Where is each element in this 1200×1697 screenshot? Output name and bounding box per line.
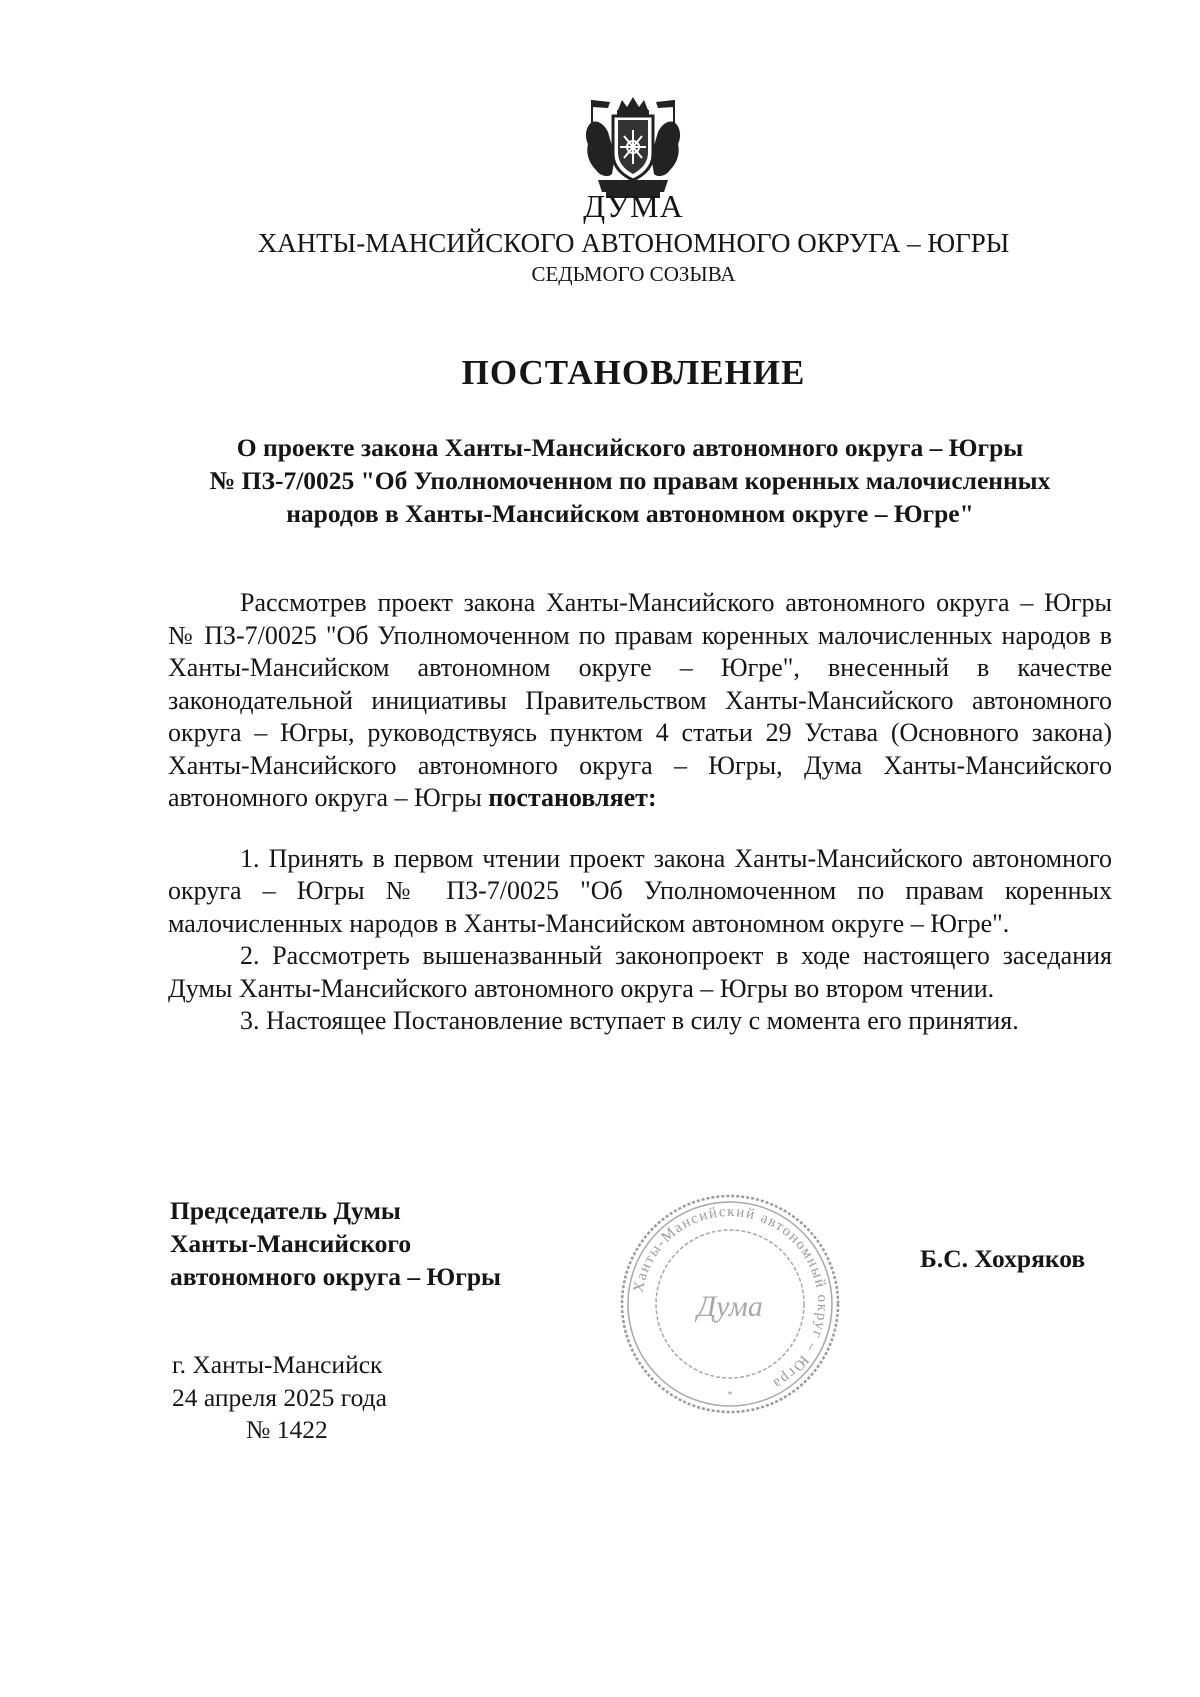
- document-place-date: [172, 1349, 387, 1447]
- preamble-resolves: постановляет:: [488, 783, 657, 812]
- document-type-heading: ПОСТАНОВЛЕНИЕ: [461, 353, 806, 392]
- coat-of-arms-emblem-icon: [578, 92, 688, 202]
- official-stamp: [618, 1192, 842, 1416]
- org-region: ХАНТЫ-МАНСИЙСКОГО АВТОНОМНОГО ОКРУГА – ЮГРЫ: [257, 228, 1010, 258]
- preamble-paragraph: [168, 587, 1112, 815]
- subject-line: О проекте закона Ханты-Мансийского автономного округа – Югры: [236, 433, 1024, 462]
- resolution-item: 2. Рассмотреть вышеназванный законопроект в ходе настоящего заседания Думы Ханты-Мансийского автономного округа – Югры во втором чтении.: [168, 941, 1112, 1003]
- convocation: СЕДЬМОГО СОЗЫВА: [531, 262, 736, 286]
- signatory-position-line: Ханты-Мансийского: [170, 1229, 412, 1258]
- document-date: 24 апреля 2025 года: [172, 1382, 387, 1412]
- subject-line: № ПЗ-7/0025 "Об Уполномоченном по правам коренных малочисленных: [209, 466, 1051, 495]
- document-number: № 1422: [246, 1415, 328, 1444]
- svg-text:Ханты-Мансийский автономный ок: Ханты-Мансийский автономный округ – Югра: [630, 1203, 831, 1393]
- document-city: г. Ханты-Мансийск: [172, 1350, 383, 1379]
- org-title: ДУМА: [583, 188, 684, 224]
- resolution-item: 1. Принять в первом чтении проект закона Ханты-Мансийского автономного округа – Югры № ПЗ-7/0025 "Об Уполномоченном по правам коренных малочисленных народов в Ханты-Мансийском автономном округе – Югре".: [168, 843, 1112, 938]
- svg-text:Дума: Дума: [697, 1290, 763, 1323]
- document-body: [168, 587, 1112, 1038]
- subject-line: народов в Ханты-Мансийском автономном округе – Югре": [286, 499, 974, 528]
- svg-text:*: *: [727, 1390, 733, 1401]
- resolution-item: 3. Настоящее Постановление вступает в силу с момента его принятия.: [240, 1006, 1019, 1035]
- signatory-position-line: автономного округа – Югры: [170, 1262, 501, 1291]
- signatory-position: [170, 1194, 590, 1293]
- signatory-name: Б.С. Хохряков: [920, 1244, 1086, 1273]
- document-subject: [150, 431, 1110, 530]
- preamble-text: Рассмотрев проект закона Ханты-Мансийского автономного округа – Югры № ПЗ-7/0025 "Об Уполномоченном по правам коренных малочисленных народов в Ханты-Мансийском автономном округе – Югре", внесенный в качестве законодательной инициативы Правительством Ханты-Мансийского автономного округа – Югры, руководствуясь пунктом 4 статьи 29 Устава (Основного закона) Ханты-Мансийского автономного округа – Югры, Дума Ханты-Мансийского автономного округа – Югры: [168, 588, 1112, 812]
- signatory-position-line: Председатель Думы: [170, 1196, 401, 1225]
